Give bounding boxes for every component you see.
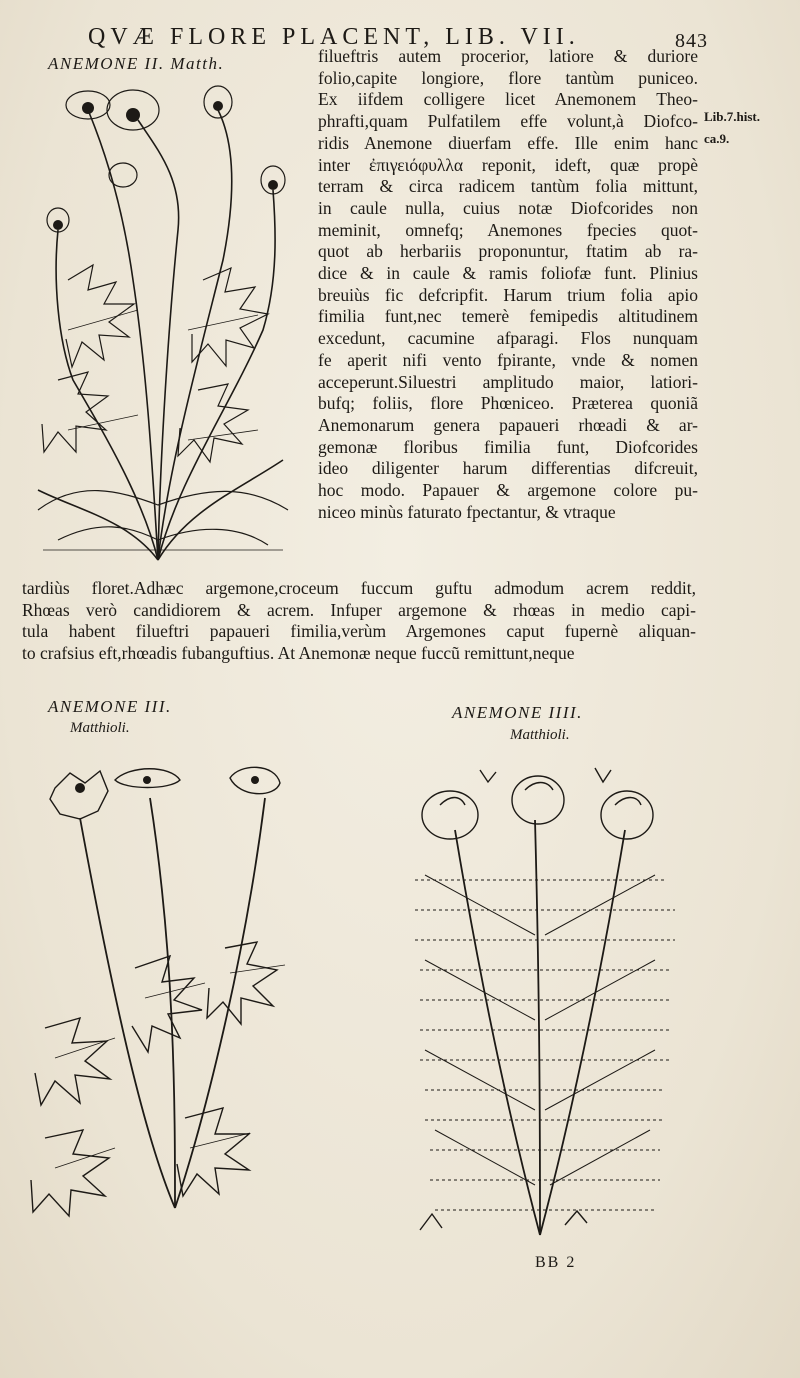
text-line: niceo minùs faturato fpectantur, & vtraque xyxy=(318,501,616,522)
text-line: terram & circa radicem tantùm folia mittunt, xyxy=(318,176,698,197)
running-head: QVÆ FLORE PLACENT, LIB. VII. xyxy=(88,24,580,50)
text-line: quot ab herbariis proponuntur, ftatim ab ra- xyxy=(318,241,698,262)
text-line: Rhœas verò candidiorem & acrem. Infuper argemone & rhœas in medio capi- xyxy=(22,599,696,620)
text-line: tardiùs floret.Adhæc argemone,croceum fuccum guftu admodum acrem reddit, xyxy=(22,578,696,598)
margin-note-line: Lib.7.hist. xyxy=(704,109,760,124)
printer-signature-mark: BB 2 xyxy=(535,1254,577,1271)
text-line: excedunt, cacumine afparagi. Flos nunquam xyxy=(318,328,698,349)
anemone-iiii-woodcut xyxy=(405,760,690,1240)
text-line: fe aperit nifi vento fpirante, vnde & nomen xyxy=(318,349,698,370)
text-line: Anemonarum genera papaueri rhœadi & ar- xyxy=(318,414,698,435)
page-number: 843 xyxy=(675,30,708,52)
text-block-2 xyxy=(22,578,696,665)
margin-note-line: ca.9. xyxy=(704,131,730,146)
figure-1-caption: ANEMONE II. Matth. xyxy=(48,54,225,73)
anemone-ii-woodcut xyxy=(28,80,298,565)
text-line: ridis Anemone diuerfam effe. Ille enim hanc xyxy=(318,132,698,153)
figure-3-caption: ANEMONE IIII. xyxy=(452,703,583,722)
text-line: hoc modo. Papauer & argemone colore pu- xyxy=(318,480,698,501)
anemone-iii-illustration xyxy=(25,758,305,1228)
figure-2-caption: ANEMONE III. xyxy=(48,697,172,716)
text-line: fimilia funt,nec temerè femipedis altitudinem xyxy=(318,306,698,327)
text-line: dice & in caule & ramis foliofæ funt. Plinius xyxy=(318,263,698,284)
figure-2-subcaption: Matthioli. xyxy=(70,720,130,736)
text-line: inter ἐπιγειόφυλλα reponit, ideft, quæ propè xyxy=(318,154,698,175)
text-line: folio,capite longiore, flore tantùm puniceo. xyxy=(318,67,698,88)
text-line: tula habent filueftri papaueri fimilia,verùm Argemones caput fupernè aliquan- xyxy=(22,621,696,642)
text-line: acceperunt.Siluestri amplitudo maior, latiori- xyxy=(318,371,698,392)
anemone-iii-woodcut xyxy=(25,758,305,1228)
anemone-ii-illustration xyxy=(28,80,298,565)
figure-3-subcaption: Matthioli. xyxy=(510,727,570,743)
text-line: to crafsius eft,rhœadis fubanguftius. At Anemonæ neque fuccũ remittunt,neque xyxy=(22,643,575,664)
text-line: Ex iifdem colligere licet Anemonem Theo- xyxy=(318,89,698,110)
text-line: gemonæ floribus fimilia funt, Diofcorides xyxy=(318,436,698,457)
text-line: breuiùs fic defcripfit. Harum trium folia apio xyxy=(318,284,698,305)
text-line: meminit, omnefq; Anemones fpecies quot- xyxy=(318,219,698,240)
text-line: ideo diligenter harum differentias difcreuit, xyxy=(318,458,698,479)
text-line: filueftris autem procerior, latiore & duriore xyxy=(318,46,698,66)
text-line: phrafti,quam Pulfatilem effe volunt,à Diofco- xyxy=(318,111,698,132)
margin-note xyxy=(704,106,760,150)
anemone-iiii-illustration xyxy=(405,760,690,1240)
text-line: bufq; foliis, flore Phœniceo. Præterea quoniã xyxy=(318,393,698,414)
text-block-1 xyxy=(318,46,698,523)
text-line: in caule nulla, cuius notæ Diofcorides non xyxy=(318,197,698,218)
